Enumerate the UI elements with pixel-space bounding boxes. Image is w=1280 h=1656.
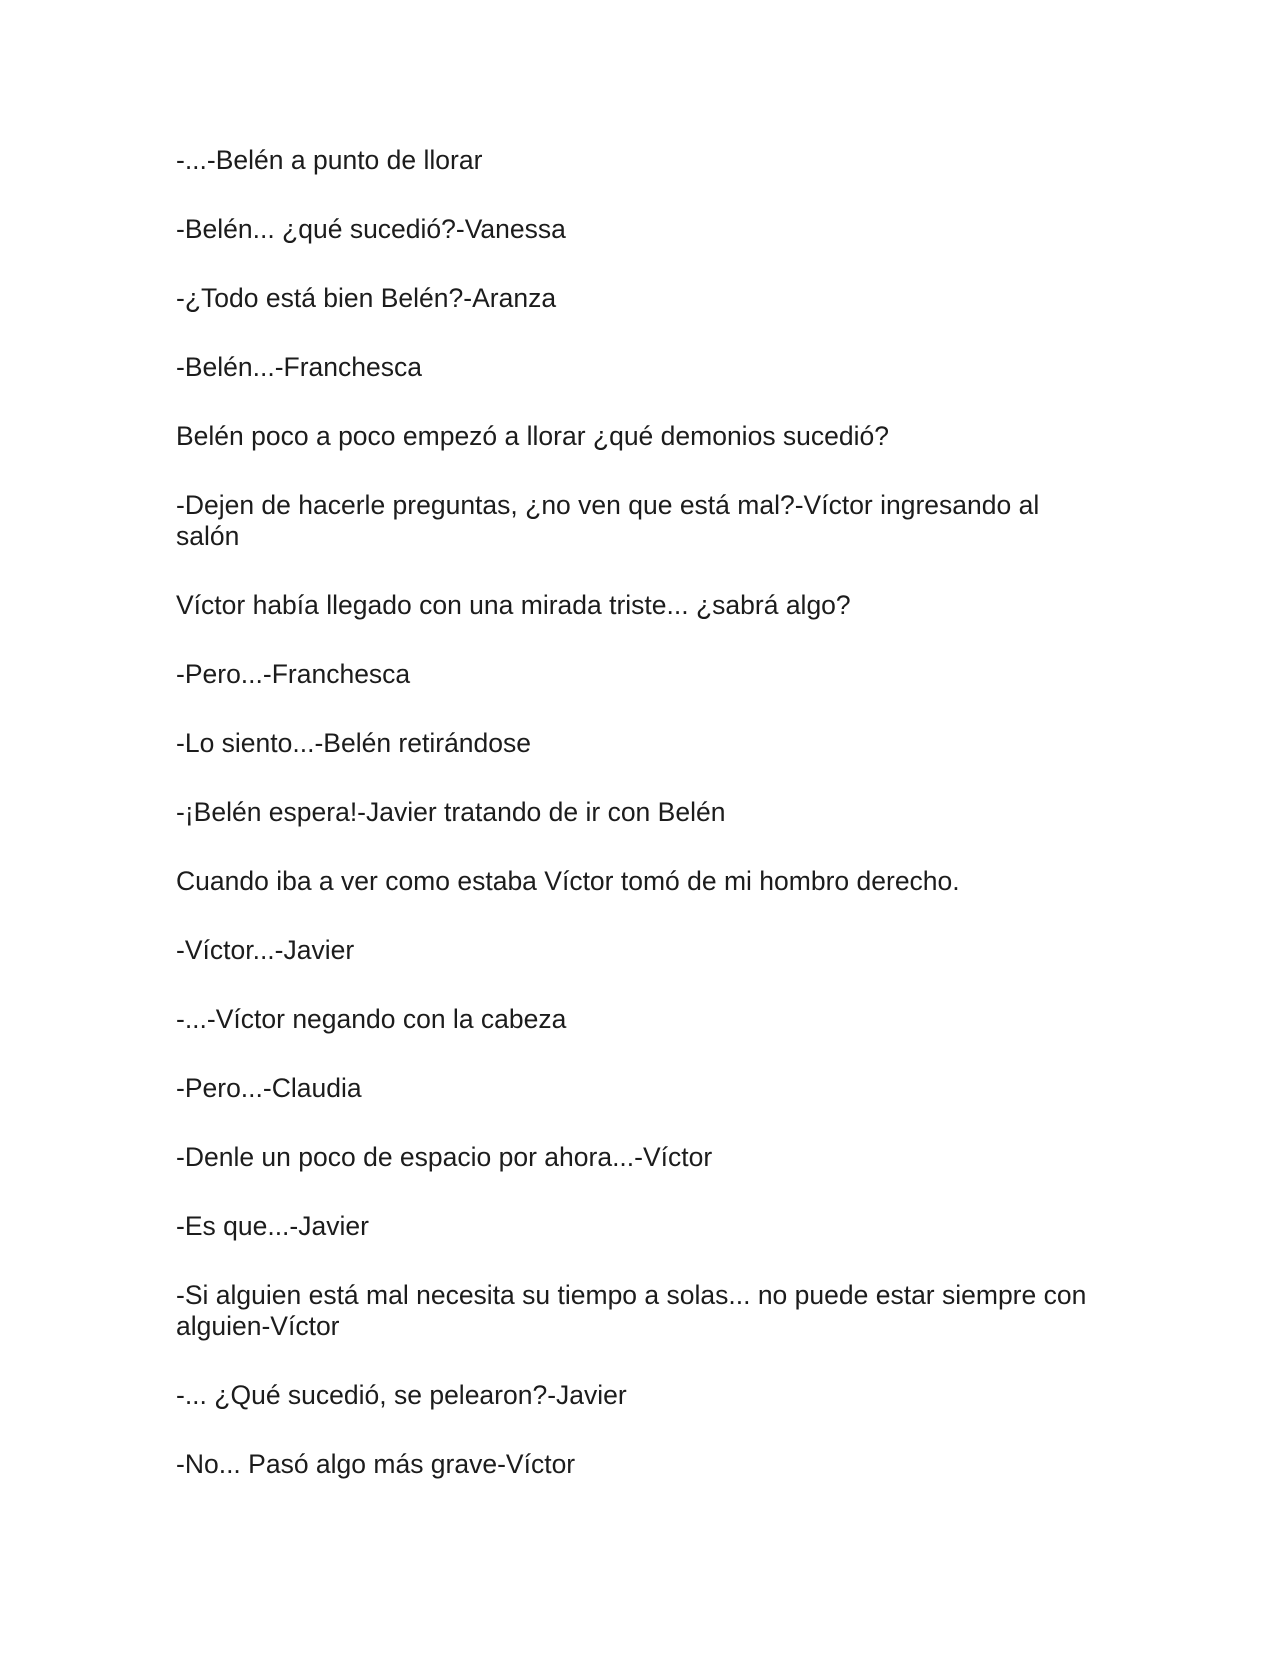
paragraph: Belén poco a poco empezó a llorar ¿qué demonios sucedió?: [176, 421, 890, 451]
paragraph: -Víctor...-Javier: [176, 935, 355, 965]
paragraph: -No... Pasó algo más grave-Víctor: [176, 1449, 576, 1479]
paragraph: -Dejen de hacerle preguntas, ¿no ven que está mal?-Víctor ingresando al salón: [176, 490, 1040, 551]
paragraph: -Belén...-Franchesca: [176, 352, 422, 382]
paragraph: -Pero...-Claudia: [176, 1073, 362, 1103]
paragraph: -¡Belén espera!-Javier tratando de ir con Belén: [176, 797, 726, 827]
paragraph: -Belén... ¿qué sucedió?-Vanessa: [176, 214, 566, 244]
paragraph: -Lo siento...-Belén retirándose: [176, 728, 532, 758]
paragraph: -... ¿Qué sucedió, se pelearon?-Javier: [176, 1380, 627, 1410]
paragraph: Cuando iba a ver como estaba Víctor tomó de mi hombro derecho.: [176, 866, 960, 896]
paragraph: -Denle un poco de espacio por ahora...-Víctor: [176, 1142, 713, 1172]
paragraph: -¿Todo está bien Belén?-Aranza: [176, 283, 557, 313]
paragraph: -...-Víctor negando con la cabeza: [176, 1004, 567, 1034]
paragraph: -Pero...-Franchesca: [176, 659, 411, 689]
paragraph: -...-Belén a punto de llorar: [176, 145, 483, 175]
paragraph: -Es que...-Javier: [176, 1211, 369, 1241]
paragraph: Víctor había llegado con una mirada triste... ¿sabrá algo?: [176, 590, 851, 620]
paragraph: -Si alguien está mal necesita su tiempo a solas... no puede estar siempre con alguien-Víctor: [176, 1280, 1087, 1341]
document-body: [176, 145, 1106, 1518]
